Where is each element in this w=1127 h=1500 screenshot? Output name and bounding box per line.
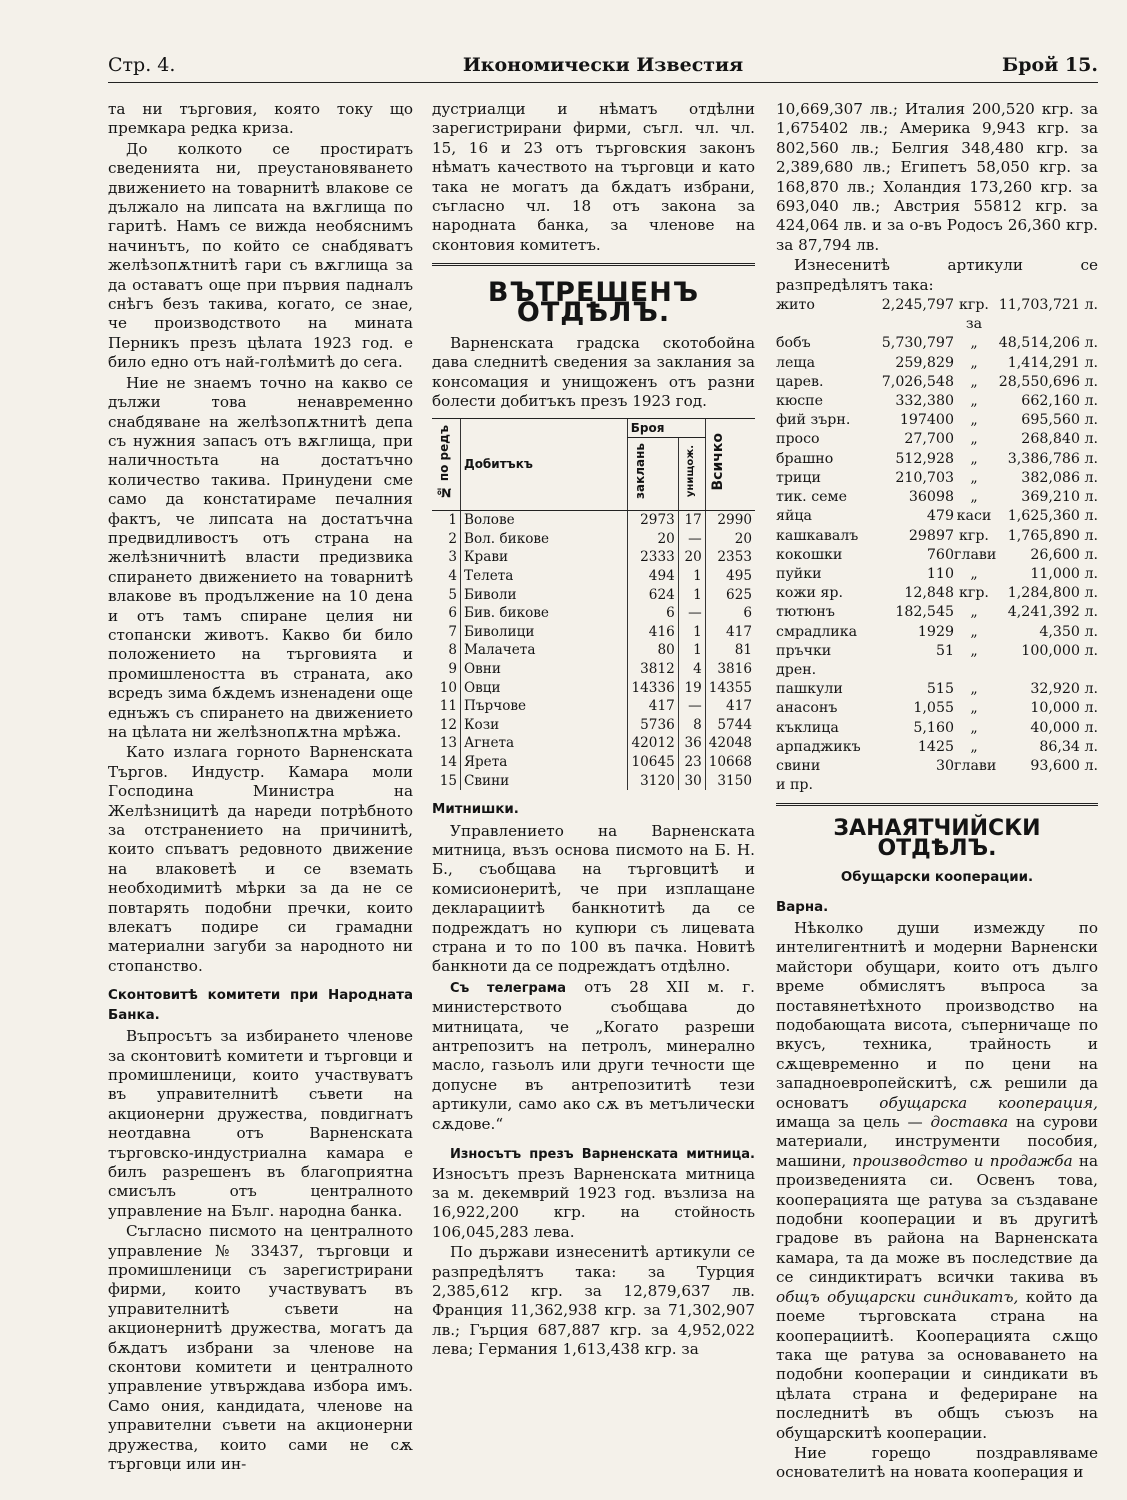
table-cell: Биволи [461, 586, 628, 605]
issue-number: Брой 15. [1002, 54, 1098, 76]
header-rule [108, 82, 1098, 83]
export-cell: 7,026,548 [881, 373, 954, 390]
table-cell: — [678, 530, 705, 549]
export-row [776, 623, 1098, 642]
table-cell: 5736 [627, 716, 678, 735]
table-cell: 624 [627, 586, 678, 605]
table-cell: Пърчове [461, 697, 628, 716]
export-cell: „ [970, 681, 978, 698]
table-cell: 20 [627, 530, 678, 549]
table-cell: Крави [461, 548, 628, 567]
table-cell: Ярета [461, 753, 628, 772]
export-cell [862, 776, 954, 795]
export-row [776, 738, 1098, 757]
export-cell: „ [970, 738, 978, 755]
table-cell: Овни [461, 660, 628, 679]
table-cell: Овци [461, 679, 628, 698]
section-rule [776, 803, 1098, 809]
paragraph: Съгласно писмото на централното управление № 33437, търговци и промишленици съ зарегистрирани фирми, които участвуватъ въ управителнитѣ съвети на акционернитѣ дружества, могатъ да бѫдатъ избрани за членове на сконтови комитети и централното управление утвърждава избора имъ. Само ония, кандидата, членове на управителни съвети на акционерни дружества, които сами не сѫ търговци или ин- [108, 1222, 413, 1474]
export-cell: 3,386,786 л. [1007, 450, 1098, 467]
paragraph: Изнесенитѣ артикули се разпредѣлятъ така: [776, 256, 1098, 294]
paragraph: та ни търговия, която току що премкара редка криза. [108, 100, 413, 138]
table-cell: — [678, 697, 705, 716]
table-row [432, 530, 755, 549]
table-cell: 6 [448, 605, 457, 622]
table-cell: 2990 [705, 511, 755, 530]
table-cell: 10668 [705, 753, 755, 772]
export-cell: брашно [776, 450, 834, 467]
table-cell: 417 [705, 697, 755, 716]
section-rule [432, 263, 755, 269]
table-cell: 17 [678, 511, 705, 530]
export-cell: 40,000 л. [1030, 719, 1098, 736]
export-cell: 760 [926, 546, 954, 563]
export-cell: 12,848 [904, 585, 954, 602]
export-row [776, 527, 1098, 546]
table-row [432, 734, 755, 753]
table-cell: 3812 [627, 660, 678, 679]
export-cell: 86,34 л. [1039, 738, 1098, 755]
export-cell: кашкавалъ [776, 527, 859, 544]
page-header [108, 54, 1098, 80]
table-cell: 14 [439, 754, 457, 770]
export-cell: 1,765,890 л. [1007, 527, 1098, 544]
table-cell: 9 [448, 661, 457, 678]
export-cell: 259,829 [895, 354, 954, 371]
table-row [432, 716, 755, 735]
table-row [432, 623, 755, 642]
export-cell: 28,550,696 л. [998, 373, 1098, 390]
table-cell: 3816 [705, 660, 755, 679]
export-row [776, 719, 1098, 738]
export-cell: 2,245,797 [881, 297, 954, 314]
export-row [776, 642, 1098, 680]
export-cell: тютюнъ [776, 604, 835, 621]
export-row [776, 411, 1098, 430]
table-row [432, 604, 755, 623]
table-header-total: Всичко [705, 418, 755, 511]
table-cell: 2353 [705, 548, 755, 567]
table-row [432, 660, 755, 679]
table-cell: 495 [705, 567, 755, 586]
export-cell: каси [956, 508, 992, 525]
table-cell: 417 [627, 697, 678, 716]
export-cell: и пр. [776, 777, 814, 794]
table-cell: 20 [678, 548, 705, 567]
export-cell: „ [970, 335, 978, 352]
subheading: Сконтовитѣ комитети при Народната Банка. [108, 988, 413, 1023]
export-cell: 695,560 л. [1021, 412, 1098, 429]
table-cell: 42012 [627, 734, 678, 753]
export-cell: 1929 [917, 623, 954, 640]
section-title: ВЪТРЕШЕНЪ ОТДѢЛЪ. [487, 277, 700, 328]
exports-list [776, 296, 1098, 795]
paragraph: Управлението на Варненската митница, възъ основа писмото на Б. Н. Б., съобщава на търговцитѣ и комисионеритѣ, че при изплащане декларациитѣ банкнотитѣ да се подреждатъ но купюри съ лицевата страна и то по 100 въ пачка. Новитѣ банкноти да се подреждатъ отдѣлно. [432, 821, 755, 976]
table-cell: 417 [705, 623, 755, 642]
table-cell: 6 [705, 604, 755, 623]
export-cell: „ [970, 489, 978, 506]
export-cell: 1,414,291 л. [1007, 354, 1098, 371]
export-row [776, 699, 1098, 718]
export-cell: 11,703,721 л. [998, 297, 1098, 314]
table-cell: 13 [439, 735, 457, 752]
export-cell: 662,160 л. [1021, 393, 1098, 410]
table-cell: 8 [678, 716, 705, 735]
export-cell: 382,086 л. [1021, 469, 1098, 486]
page-number: Стр. 4. [108, 54, 176, 76]
export-cell: „ [970, 642, 978, 659]
table-cell: Малачета [461, 641, 628, 660]
export-cell: 515 [926, 681, 954, 698]
table-cell: 3 [448, 549, 457, 566]
export-cell: жито [776, 297, 815, 314]
export-row [776, 392, 1098, 411]
livestock-table [432, 418, 755, 791]
export-row [776, 680, 1098, 699]
subheading: Митнишки. [432, 802, 519, 818]
export-cell [994, 776, 1098, 795]
table-cell: 11 [439, 698, 457, 715]
export-cell: анасонъ [776, 700, 838, 717]
table-cell: 14336 [627, 679, 678, 698]
table-cell: Кози [461, 716, 628, 735]
table-cell: 494 [627, 567, 678, 586]
export-cell: 51 [935, 642, 954, 659]
paragraph: Въпросътъ за избирането членове за сконтовитѣ комитети и търговци и промишленици, които участвуватъ въ управителнитѣ съвети на акционерни дружества, повдигнатъ неотдавна отъ Варненската търговско-индустриална камара е билъ разрешенъ въ благоприятна смисълъ отъ централното управление на Бълг. народна банка. [108, 1027, 413, 1220]
export-cell: 4,350 л. [1039, 623, 1098, 640]
table-cell: Свини [461, 772, 628, 791]
table-cell: 23 [678, 753, 705, 772]
export-row [776, 488, 1098, 507]
table-cell: 3150 [705, 772, 755, 791]
table-row [432, 772, 755, 791]
export-cell: 5,160 [913, 719, 954, 736]
export-cell: 27,700 [904, 431, 954, 448]
table-cell: 1 [448, 512, 457, 529]
export-cell: глави [954, 546, 997, 563]
paragraph: Ние не знаемъ точно на какво се дължи това ненавременно снабдяване на желѣзопѫтнитѣ депа съ нужния запасъ отъ вѫглища, при наличностьта на достатъчно количество такива. Принудени сме само да констатираме печалния фактъ, че липсата на достатъчна предвидливостъ отъ страна на желѣзничнитѣ власти предизвика спирането движението на товарнитѣ влакове въ продължение на 10 дена и отъ тамъ спиране целия ни стопански животъ. Какво би било положението на търговията и промишлеността въ страната, ако всредъ зима бѫдемъ изненадени още еднъжъ съ спирането на движението на цѣлата ни желѣзнопѫтна мрѣжа. [108, 373, 413, 741]
table-row [432, 567, 755, 586]
table-cell: 625 [705, 586, 755, 605]
export-row [776, 450, 1098, 469]
table-header-animal: Добитъкъ [461, 418, 628, 511]
paragraph: Износътъ презъ Варненската митница. Износътъ презъ Варненската митница за м. декемврий 1923 год. възлиза на 16,922,200 кгр. на стойность 106,045,283 лева. [432, 1147, 755, 1241]
table-cell: 1 [678, 641, 705, 660]
export-cell [954, 776, 994, 795]
paragraph: Като излага горното Варненската Търгов. Индустр. Камара моли Господина Министра на Желѣзницитѣ да нареди потрѣбното за отстранението на причинитѣ, които спъватъ редовното движение на влаковетѣ и се вземать необходимитѣ мѣрки за да не се повтарять подобни пречки, които влекатъ подире си грамадни материални загуби за народното ни стопанство. [108, 743, 413, 975]
table-cell: 12 [439, 716, 457, 733]
table-cell: 1 [678, 567, 705, 586]
export-cell: кокошки [776, 546, 843, 563]
table-cell: — [678, 604, 705, 623]
export-row [776, 757, 1098, 776]
export-cell: кгр. за [959, 297, 989, 333]
export-cell: 30 [935, 757, 954, 774]
table-row [432, 753, 755, 772]
export-cell: кожи яр. [776, 585, 843, 602]
subheading: Обущарски кооперации. [840, 870, 1034, 886]
export-cell: 93,600 л. [1030, 757, 1098, 774]
export-cell: 1,055 [913, 700, 954, 717]
table-cell: 42048 [705, 734, 755, 753]
export-cell: 11,000 л. [1030, 565, 1098, 582]
table-cell: 2333 [627, 548, 678, 567]
table-cell: 3120 [627, 772, 678, 791]
export-row [776, 565, 1098, 584]
export-row [776, 334, 1098, 353]
section-title: ЗАНАЯТЧИЙСКИ ОТДѢЛЪ. [833, 816, 1041, 861]
export-cell: 479 [926, 508, 954, 525]
table-row [432, 548, 755, 567]
export-row [776, 469, 1098, 488]
table-cell: 4 [678, 660, 705, 679]
export-cell: 197400 [899, 412, 954, 429]
place-heading: Варна. [776, 899, 829, 915]
export-cell: „ [970, 604, 978, 621]
table-cell: Вол. бикове [461, 530, 628, 549]
table-cell: 2973 [627, 511, 678, 530]
paragraph: дустриалци и нѣматъ отдѣлни зарегистрирани фирми, съгл. чл. чл. 15, 16 и 23 отъ търговския законъ нѣматъ качеството на търговци и като така не могатъ да бѫдатъ избрани, съгласно чл. 18 отъ закона за народната банка, за членове на сконтовия комитетъ. [432, 100, 755, 254]
export-cell: 29897 [908, 527, 954, 544]
table-cell: 30 [678, 772, 705, 791]
table-header-killed: заклань [627, 438, 678, 511]
export-cell: 5,730,797 [881, 335, 954, 352]
export-cell: 10,000 л. [1030, 700, 1098, 717]
paragraph: Съ телеграма отъ 28 XII м. г. министерството съобщава до митницата, че „Когато разреши антрепозитъ на петролъ, минерално масло, газьолъ или други течности ще допусне въ антрепозититѣ тези артикули, само ако сѫ въ метълически сѫдове.“ [432, 977, 755, 1133]
column-1 [108, 100, 413, 1475]
export-cell: 1,284,800 л. [1007, 585, 1098, 602]
export-cell: бобъ [776, 335, 811, 352]
export-cell: 110 [926, 565, 954, 582]
export-cell: свини [776, 757, 821, 774]
table-cell: 5744 [705, 716, 755, 735]
paragraph: Ние горещо поздравляваме основателитѣ на новата кооперация и [776, 1443, 1098, 1482]
table-cell: 416 [627, 623, 678, 642]
export-cell: кгр. [959, 585, 989, 602]
export-cell: 268,840 л. [1021, 431, 1098, 448]
table-cell: 80 [627, 641, 678, 660]
export-cell: 369,210 л. [1021, 489, 1098, 506]
newspaper-title: Икономически Известия [462, 54, 744, 76]
export-row [776, 373, 1098, 392]
export-cell: пръчки дрен. [776, 642, 832, 678]
export-cell: „ [970, 412, 978, 429]
export-cell: 48,514,206 л. [998, 335, 1098, 352]
export-cell: пуйки [776, 565, 822, 582]
export-cell: „ [970, 469, 978, 486]
paragraph: Нѣколко души измежду по интелигентнитѣ и модерни Варненски майстори обущари, които отъ дълго време обмислятъ въпроса за поставянетѣхното производство на подобающата висота, съперничаще по вкусъ, техника, трайность и сѫщевременно и по цени на западноевропейскитѣ, сѫ решили да основатъ обущарска кооперация, имаща за цель — доставка на сурови материали, инструменти пособия, машини, производство и продажба на произведенията си. Освенъ това, кооперацията ще ратува за създаване подобни кооперации и въ другитѣ градове въ района на Варненската камара, та да може въ последствие да се синдиктиратъ всички такива въ общъ обущарски синдикатъ, който да поеме търговската страна на кооперациитѣ. Кооперацията сѫщо така ще ратува за основаването на подобни кооперации и синдикати въ цѣлата страна и федериране на последнитѣ въ общъ съюзъ на обущарскитѣ кооперации. [776, 918, 1099, 1442]
table-header-no: № по редъ [432, 418, 461, 511]
export-cell: яйца [776, 508, 812, 525]
table-header-group: Броя [627, 418, 705, 438]
export-cell: глави [954, 757, 997, 774]
table-cell: 8 [448, 642, 457, 659]
table-cell: 14355 [705, 679, 755, 698]
export-row [776, 354, 1098, 373]
export-cell: „ [970, 431, 978, 448]
export-cell: тик. семе [776, 489, 847, 506]
table-cell: 2 [448, 530, 457, 547]
export-cell: пашкули [776, 681, 843, 698]
export-cell: „ [970, 719, 978, 736]
table-cell: Биволици [461, 623, 628, 642]
table-cell: 20 [705, 530, 755, 549]
table-cell: 81 [705, 641, 755, 660]
lead-text: Съ телеграма [450, 980, 567, 996]
export-cell: леща [776, 354, 816, 371]
table-header-destroyed: унищож. [678, 438, 705, 511]
table-cell: Телета [461, 567, 628, 586]
export-cell: трици [776, 469, 821, 486]
paragraph: До колкото се простиратъ сведенията ни, преустановяването движението на товарнитѣ влакове се дължало на липсата на вѫглища по гаритѣ. Намъ се вижда необяснимъ начинътъ, по който се снабдяватъ желѣзопѫтнитѣ гари съ вѫглища за да оставатъ още при първия падналъ снѣгъ безъ такива, когато, се знае, че производството на мината Перникъ презъ цѣлата 1923 год. е било едно отъ най-голѣмитѣ до сега. [108, 139, 413, 372]
table-cell: Агнета [461, 734, 628, 753]
export-cell: 100,000 л. [1021, 642, 1098, 659]
export-cell: смрадлика [776, 623, 858, 640]
export-cell: „ [970, 623, 978, 640]
export-cell: „ [970, 373, 978, 390]
table-cell: 1 [678, 623, 705, 642]
table-cell: 19 [678, 679, 705, 698]
table-cell: Бив. бикове [461, 604, 628, 623]
export-cell: 512,928 [895, 450, 954, 467]
export-cell: 32,920 л. [1030, 681, 1098, 698]
export-cell: кюспе [776, 393, 824, 410]
table-cell: 7 [448, 623, 457, 640]
column-3 [776, 100, 1098, 1484]
export-cell: 36098 [908, 489, 954, 506]
export-cell: 182,545 [895, 604, 954, 621]
export-row [776, 603, 1098, 622]
column-2 [432, 100, 755, 1361]
table-cell: Волове [461, 511, 628, 530]
export-cell: арпаджикъ [776, 738, 861, 755]
paragraph: Варненската градска скотобойна дава следнитѣ сведения за заклания за консомация и унищоженъ отъ разни болести добитъкъ презъ 1923 год. [432, 334, 755, 411]
export-cell: къклица [776, 719, 839, 736]
export-cell: „ [970, 354, 978, 371]
table-cell: 10 [439, 679, 457, 696]
table-cell: 10645 [627, 753, 678, 772]
paragraph: 10,669,307 лв.; Италия 200,520 кгр. за 1,675402 лв.; Америка 9,943 кгр. за 802,560 лв.; Белгия 348,480 кгр. за 2,389,680 лв.; Египетъ 58,050 кгр. за 168,870 лв.; Холандия 173,260 кгр. за 693,040 лв.; Австрия 55812 кгр. за 424,064 лв. и за о-въ Родосъ 26,360 кгр. за 87,794 лв. [776, 100, 1098, 254]
table-row [432, 679, 755, 698]
export-cell: просо [776, 431, 820, 448]
export-cell: 1425 [917, 738, 954, 755]
export-cell: „ [970, 565, 978, 582]
table-cell: 15 [439, 772, 457, 789]
table-cell: 4 [448, 568, 457, 585]
table-cell: 6 [627, 604, 678, 623]
table-cell: 5 [448, 586, 457, 603]
export-row [776, 296, 1098, 334]
export-row [776, 507, 1098, 526]
export-row [776, 584, 1098, 603]
table-row [432, 697, 755, 716]
export-cell: „ [970, 450, 978, 467]
export-cell: 332,380 [895, 393, 954, 410]
table-row [432, 511, 755, 530]
export-cell: кгр. [959, 527, 989, 544]
export-cell: „ [970, 700, 978, 717]
export-cell: 1,625,360 л. [1007, 508, 1098, 525]
lead-text: Износътъ презъ Варненската митница. [450, 1147, 755, 1163]
export-row [776, 430, 1098, 449]
export-cell: 4,241,392 л. [1007, 604, 1098, 621]
table-cell: 36 [678, 734, 705, 753]
export-cell: фий зърн. [776, 412, 851, 429]
export-cell: царев. [776, 373, 824, 390]
export-cell: 210,703 [895, 469, 954, 486]
export-row [776, 776, 1098, 795]
table-cell: 1 [678, 586, 705, 605]
export-cell: 26,600 л. [1030, 546, 1098, 563]
table-row [432, 641, 755, 660]
export-row [776, 546, 1098, 565]
paragraph: По държави изнесенитѣ артикули се разпредѣлятъ така: за Турция 2,385,612 кгр. за 12,879,637 лв. Франция 11,362,938 кгр. за 71,302,907 лв.; Гърция 687,887 кгр. за 4,952,022 лева; Германия 1,613,438 кгр. за [432, 1243, 755, 1359]
export-cell: „ [970, 393, 978, 410]
table-row [432, 586, 755, 605]
